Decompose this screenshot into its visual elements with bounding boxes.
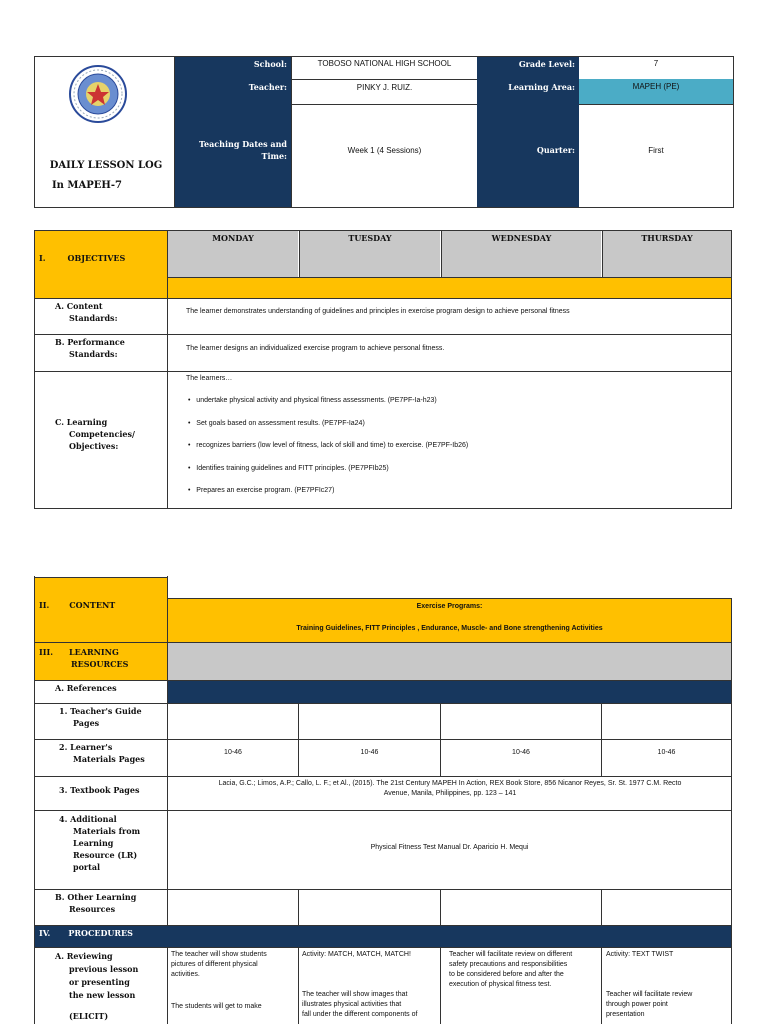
lm-tuesday: 10-46 [360, 749, 379, 756]
quarter-label: Quarter: [477, 104, 579, 207]
teacher-value: PINKY J. RUIZ. [291, 79, 477, 104]
day-wednesday: WEDNESDAY [441, 231, 601, 277]
lm-monday: 10-46 [224, 749, 242, 756]
additional-materials-value: Physical Fitness Test Manual Dr. Aparicio H. Mequi [370, 844, 529, 851]
elicit-label: A. Reviewing previous lesson or presenting the new lesson (ELICIT) [55, 951, 139, 1021]
procedure-thursday: Activity: TEXT TWIST Teacher will facilitate review through power point presentation [606, 951, 693, 1018]
performance-standards-value: The learner designs an individualized exercise program to achieve personal fitness. [186, 345, 445, 352]
competencies-intro: The learners… [186, 375, 233, 382]
textbook-label: 3. Textbook Pages [59, 785, 140, 795]
procedure-wednesday: Teacher will facilitate review on different safety precautions and responsibilities to be considered before and after the execution of physical fitness test. [449, 951, 573, 988]
grade-value: 7 [653, 59, 659, 68]
day-thursday: THURSDAY [602, 231, 731, 277]
dates-value: Week 1 (4 Sessions) [291, 104, 477, 207]
log-subtitle: In MAPEH-7 [52, 180, 122, 191]
procedure-tuesday: Activity: MATCH, MATCH, MATCH! The teacher will show images that illustrates physical activities that fall under the different components of [302, 951, 418, 1018]
references-band [168, 681, 731, 703]
objectives-band [168, 277, 731, 298]
resources-band [168, 643, 731, 680]
additional-materials-label: 4. Additional Materials from Learning Resource (LR) portal [59, 814, 141, 872]
day-tuesday: TUESDAY [299, 231, 440, 277]
lm-thursday: 10-46 [657, 749, 676, 756]
other-resources-label: B. Other Learning Resources [55, 892, 137, 914]
learners-materials-label: 2. Learner's Materials Pages [59, 742, 145, 764]
competency-item: • recognizes barriers (low level of fitness, lack of skill and time) to exercise. (PE7PF-Ib26) [188, 442, 469, 449]
teacher-label: Teacher: [175, 79, 291, 104]
competencies-label: C. Learning Competencies/ Objectives: [55, 417, 135, 451]
procedures-heading: IV. PROCEDURES [35, 926, 731, 947]
quarter-value: First [579, 104, 733, 207]
teachers-guide-label: 1. Teacher's Guide Pages [59, 706, 142, 728]
textbook-value: Lacia, G.C.; Limos, A.P.; Callo, L. F.; et Al., (2015). The 21st Century MAPEH In Action, REX Book Store, 856 Nicanor Reyes, Sr. St. 1977 C.M. Recto Avenue, Manila, Philippines, pp. 123 – 141 [218, 780, 682, 797]
day-monday: MONDAY [168, 231, 298, 277]
competency-item: • Prepares an exercise program. (PE7PFIc27) [188, 487, 335, 494]
resources-heading: III. LEARNING RESOURCES [35, 643, 167, 680]
lm-wednesday: 10-46 [512, 749, 530, 756]
procedure-monday: The teacher will show students pictures of different physical activities. The students will get to make [171, 951, 267, 1010]
school-label: School: [175, 57, 291, 79]
competency-item: • undertake physical activity and physical fitness assessments. (PE7PF-Ia-h23) [188, 397, 437, 404]
area-value: MAPEH (PE) [579, 79, 733, 104]
content-standards-value: The learner demonstrates understanding of guidelines and principles in exercise program design to achieve personal fitness [186, 308, 570, 315]
references-label: A. References [55, 683, 117, 693]
competency-item: • Set goals based on assessment results. (PE7PF-Ia24) [188, 420, 365, 427]
content-standards-label: A. Content Standards: [55, 301, 118, 323]
school-value: TOBOSO NATIONAL HIGH SCHOOL [291, 57, 477, 79]
content-heading: II. CONTENT [35, 577, 167, 642]
content-value: Exercise Programs: Training Guidelines, FITT Principles , Endurance, Muscle- and Bone strengthening Activities [168, 598, 731, 642]
deped-seal-icon [68, 64, 128, 124]
performance-standards-label: B. Performance Standards: [55, 337, 125, 359]
grade-label: Grade Level: [477, 57, 579, 79]
competency-item: • Identifies training guidelines and FITT principles. (PE7PFIb25) [188, 465, 389, 472]
area-label: Learning Area: [477, 79, 579, 104]
dates-label: Teaching Dates and Time: [175, 104, 291, 207]
objectives-heading: I. OBJECTIVES [35, 231, 167, 298]
log-title: DAILY LESSON LOG [49, 160, 163, 171]
